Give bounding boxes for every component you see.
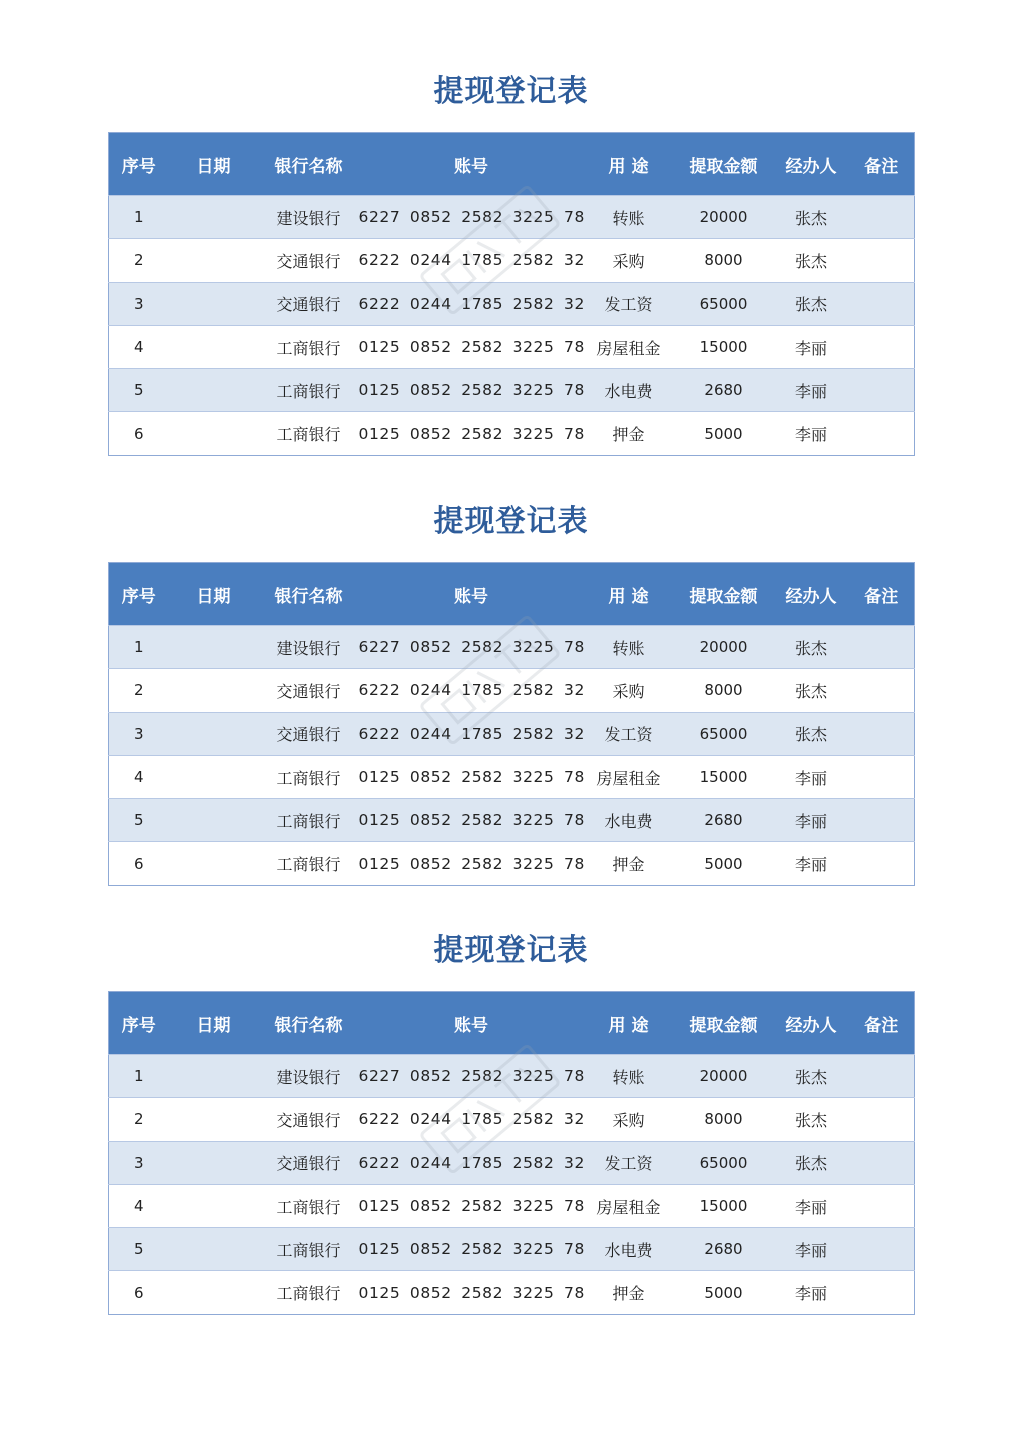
cell-handler: 张杰	[774, 1098, 849, 1141]
header-note: 备注	[864, 1015, 899, 1036]
cell-handler: 李丽	[774, 799, 849, 842]
cell-amount: 15000	[674, 325, 774, 368]
cell-bank: 工商银行	[259, 369, 359, 412]
table-row	[109, 325, 915, 368]
cell-note	[849, 1055, 915, 1098]
header-note: 备注	[864, 586, 899, 607]
cell-date	[169, 282, 259, 325]
table-row	[109, 712, 915, 755]
header-amount: 提取金额	[689, 1015, 758, 1036]
cell-note	[849, 325, 915, 368]
cell-handler: 张杰	[774, 196, 849, 239]
header-note: 备注	[864, 156, 899, 177]
register-table	[108, 562, 915, 886]
table-row	[109, 1141, 915, 1184]
cell-date	[169, 1055, 259, 1098]
cell-amount: 65000	[674, 712, 774, 755]
cell-index: 3	[109, 1141, 169, 1184]
cell-bank: 工商银行	[259, 799, 359, 842]
cell-account: 0125 0852 2582 3225 78	[359, 1228, 584, 1271]
cell-handler: 李丽	[774, 325, 849, 368]
cell-amount: 2680	[674, 369, 774, 412]
header-date: 日期	[196, 586, 231, 607]
header-date: 日期	[196, 156, 231, 177]
cell-handler: 张杰	[774, 282, 849, 325]
table-header-row	[109, 133, 915, 196]
sheet-title: 提现登记表	[433, 933, 589, 968]
cell-note	[849, 799, 915, 842]
cell-date	[169, 412, 259, 455]
cell-account: 6222 0244 1785 2582 32	[359, 1141, 584, 1184]
cell-bank: 工商银行	[259, 1184, 359, 1227]
cell-purpose: 房屋租金	[584, 1184, 674, 1227]
cell-date	[169, 669, 259, 712]
cell-date	[169, 799, 259, 842]
cell-account: 0125 0852 2582 3225 78	[359, 842, 584, 885]
cell-bank: 工商银行	[259, 1271, 359, 1314]
cell-amount: 20000	[674, 626, 774, 669]
cell-note	[849, 412, 915, 455]
cell-handler: 李丽	[774, 755, 849, 798]
cell-amount: 15000	[674, 755, 774, 798]
cell-index: 4	[109, 755, 169, 798]
cell-amount: 8000	[674, 239, 774, 282]
table-row	[109, 196, 915, 239]
cell-account: 0125 0852 2582 3225 78	[359, 755, 584, 798]
cell-index: 2	[109, 239, 169, 282]
cell-bank: 工商银行	[259, 842, 359, 885]
cell-handler: 张杰	[774, 1141, 849, 1184]
cell-index: 1	[109, 196, 169, 239]
cell-date	[169, 1184, 259, 1227]
cell-handler: 张杰	[774, 239, 849, 282]
sheet-title: 提现登记表	[433, 504, 589, 539]
cell-bank: 建设银行	[259, 1055, 359, 1098]
header-index: 序号	[121, 586, 156, 607]
cell-note	[849, 626, 915, 669]
table-row	[109, 799, 915, 842]
cell-amount: 5000	[674, 412, 774, 455]
header-bank: 银行名称	[274, 156, 343, 177]
cell-date	[169, 1228, 259, 1271]
cell-index: 6	[109, 412, 169, 455]
cell-index: 6	[109, 1271, 169, 1314]
cell-index: 4	[109, 1184, 169, 1227]
cell-note	[849, 712, 915, 755]
cell-bank: 建设银行	[259, 626, 359, 669]
header-handler: 经办人	[785, 156, 837, 177]
cell-purpose: 转账	[584, 196, 674, 239]
cell-index: 6	[109, 842, 169, 885]
cell-purpose: 水电费	[584, 369, 674, 412]
cell-purpose: 水电费	[584, 1228, 674, 1271]
cell-bank: 工商银行	[259, 755, 359, 798]
cell-note	[849, 282, 915, 325]
register-table	[108, 132, 915, 456]
table-row	[109, 239, 915, 282]
cell-bank: 工商银行	[259, 412, 359, 455]
cell-account: 0125 0852 2582 3225 78	[359, 369, 584, 412]
cell-purpose: 发工资	[584, 282, 674, 325]
header-date: 日期	[196, 1015, 231, 1036]
cell-note	[849, 755, 915, 798]
cell-handler: 李丽	[774, 1184, 849, 1227]
cell-index: 4	[109, 325, 169, 368]
cell-handler: 李丽	[774, 842, 849, 885]
cell-amount: 65000	[674, 1141, 774, 1184]
cell-account: 0125 0852 2582 3225 78	[359, 325, 584, 368]
cell-handler: 张杰	[774, 1055, 849, 1098]
cell-purpose: 房屋租金	[584, 325, 674, 368]
table-header-row	[109, 992, 915, 1055]
table-row	[109, 755, 915, 798]
header-index: 序号	[121, 156, 156, 177]
cell-amount: 5000	[674, 1271, 774, 1314]
cell-amount: 8000	[674, 1098, 774, 1141]
cell-bank: 交通银行	[259, 1141, 359, 1184]
cell-purpose: 发工资	[584, 712, 674, 755]
cell-index: 5	[109, 369, 169, 412]
table-row	[109, 1228, 915, 1271]
header-account: 账号	[454, 1015, 488, 1036]
header-account: 账号	[454, 156, 488, 177]
header-index: 序号	[121, 1015, 156, 1036]
table-row	[109, 626, 915, 669]
cell-note	[849, 1271, 915, 1314]
cell-bank: 交通银行	[259, 282, 359, 325]
cell-date	[169, 842, 259, 885]
cell-index: 1	[109, 1055, 169, 1098]
cell-handler: 李丽	[774, 369, 849, 412]
table-row	[109, 282, 915, 325]
cell-index: 5	[109, 1228, 169, 1271]
register-table	[108, 991, 915, 1315]
cell-bank: 交通银行	[259, 1098, 359, 1141]
header-purpose: 用 途	[608, 586, 649, 607]
header-amount: 提取金额	[689, 586, 758, 607]
cell-note	[849, 842, 915, 885]
cell-date	[169, 1141, 259, 1184]
cell-bank: 交通银行	[259, 669, 359, 712]
cell-account: 0125 0852 2582 3225 78	[359, 1184, 584, 1227]
cell-purpose: 房屋租金	[584, 755, 674, 798]
cell-date	[169, 755, 259, 798]
cell-handler: 李丽	[774, 412, 849, 455]
sheet-title: 提现登记表	[433, 74, 589, 109]
cell-index: 5	[109, 799, 169, 842]
cell-account: 6222 0244 1785 2582 32	[359, 1098, 584, 1141]
cell-date	[169, 1098, 259, 1141]
header-purpose: 用 途	[608, 1015, 649, 1036]
cell-bank: 交通银行	[259, 239, 359, 282]
cell-account: 6227 0852 2582 3225 78	[359, 196, 584, 239]
cell-date	[169, 626, 259, 669]
cell-date	[169, 369, 259, 412]
table-row	[109, 842, 915, 885]
cell-amount: 65000	[674, 282, 774, 325]
cell-index: 2	[109, 1098, 169, 1141]
table-row	[109, 1271, 915, 1314]
header-account: 账号	[454, 586, 488, 607]
cell-note	[849, 1141, 915, 1184]
cell-purpose: 水电费	[584, 799, 674, 842]
cell-bank: 工商银行	[259, 1228, 359, 1271]
cell-purpose: 转账	[584, 626, 674, 669]
cell-index: 1	[109, 626, 169, 669]
cell-note	[849, 369, 915, 412]
cell-purpose: 押金	[584, 1271, 674, 1314]
cell-account: 0125 0852 2582 3225 78	[359, 799, 584, 842]
cell-account: 6222 0244 1785 2582 32	[359, 239, 584, 282]
cell-account: 6227 0852 2582 3225 78	[359, 626, 584, 669]
cell-handler: 李丽	[774, 1271, 849, 1314]
cell-index: 3	[109, 282, 169, 325]
cell-account: 6222 0244 1785 2582 32	[359, 712, 584, 755]
cell-purpose: 押金	[584, 842, 674, 885]
cell-amount: 20000	[674, 196, 774, 239]
cell-handler: 张杰	[774, 712, 849, 755]
cell-index: 3	[109, 712, 169, 755]
cell-date	[169, 1271, 259, 1314]
cell-amount: 20000	[674, 1055, 774, 1098]
table-row	[109, 412, 915, 455]
cell-bank: 建设银行	[259, 196, 359, 239]
cell-amount: 5000	[674, 842, 774, 885]
cell-purpose: 采购	[584, 239, 674, 282]
cell-date	[169, 196, 259, 239]
cell-purpose: 转账	[584, 1055, 674, 1098]
header-handler: 经办人	[785, 1015, 837, 1036]
cell-index: 2	[109, 669, 169, 712]
cell-date	[169, 239, 259, 282]
cell-note	[849, 669, 915, 712]
cell-date	[169, 712, 259, 755]
cell-purpose: 采购	[584, 669, 674, 712]
header-purpose: 用 途	[608, 156, 649, 177]
cell-note	[849, 239, 915, 282]
cell-account: 0125 0852 2582 3225 78	[359, 412, 584, 455]
cell-purpose: 发工资	[584, 1141, 674, 1184]
cell-note	[849, 196, 915, 239]
cell-purpose: 采购	[584, 1098, 674, 1141]
header-amount: 提取金额	[689, 156, 758, 177]
cell-amount: 8000	[674, 669, 774, 712]
table-row	[109, 1055, 915, 1098]
cell-amount: 2680	[674, 1228, 774, 1271]
table-header-row	[109, 563, 915, 626]
cell-handler: 张杰	[774, 669, 849, 712]
cell-account: 6227 0852 2582 3225 78	[359, 1055, 584, 1098]
cell-bank: 交通银行	[259, 712, 359, 755]
header-handler: 经办人	[785, 586, 837, 607]
cell-bank: 工商银行	[259, 325, 359, 368]
cell-purpose: 押金	[584, 412, 674, 455]
cell-handler: 李丽	[774, 1228, 849, 1271]
cell-account: 6222 0244 1785 2582 32	[359, 669, 584, 712]
cell-handler: 张杰	[774, 626, 849, 669]
cell-account: 0125 0852 2582 3225 78	[359, 1271, 584, 1314]
table-row	[109, 669, 915, 712]
header-bank: 银行名称	[274, 1015, 343, 1036]
table-row	[109, 1098, 915, 1141]
table-row	[109, 1184, 915, 1227]
cell-note	[849, 1184, 915, 1227]
table-row	[109, 369, 915, 412]
cell-note	[849, 1228, 915, 1271]
cell-amount: 2680	[674, 799, 774, 842]
cell-account: 6222 0244 1785 2582 32	[359, 282, 584, 325]
cell-note	[849, 1098, 915, 1141]
cell-date	[169, 325, 259, 368]
header-bank: 银行名称	[274, 586, 343, 607]
cell-amount: 15000	[674, 1184, 774, 1227]
